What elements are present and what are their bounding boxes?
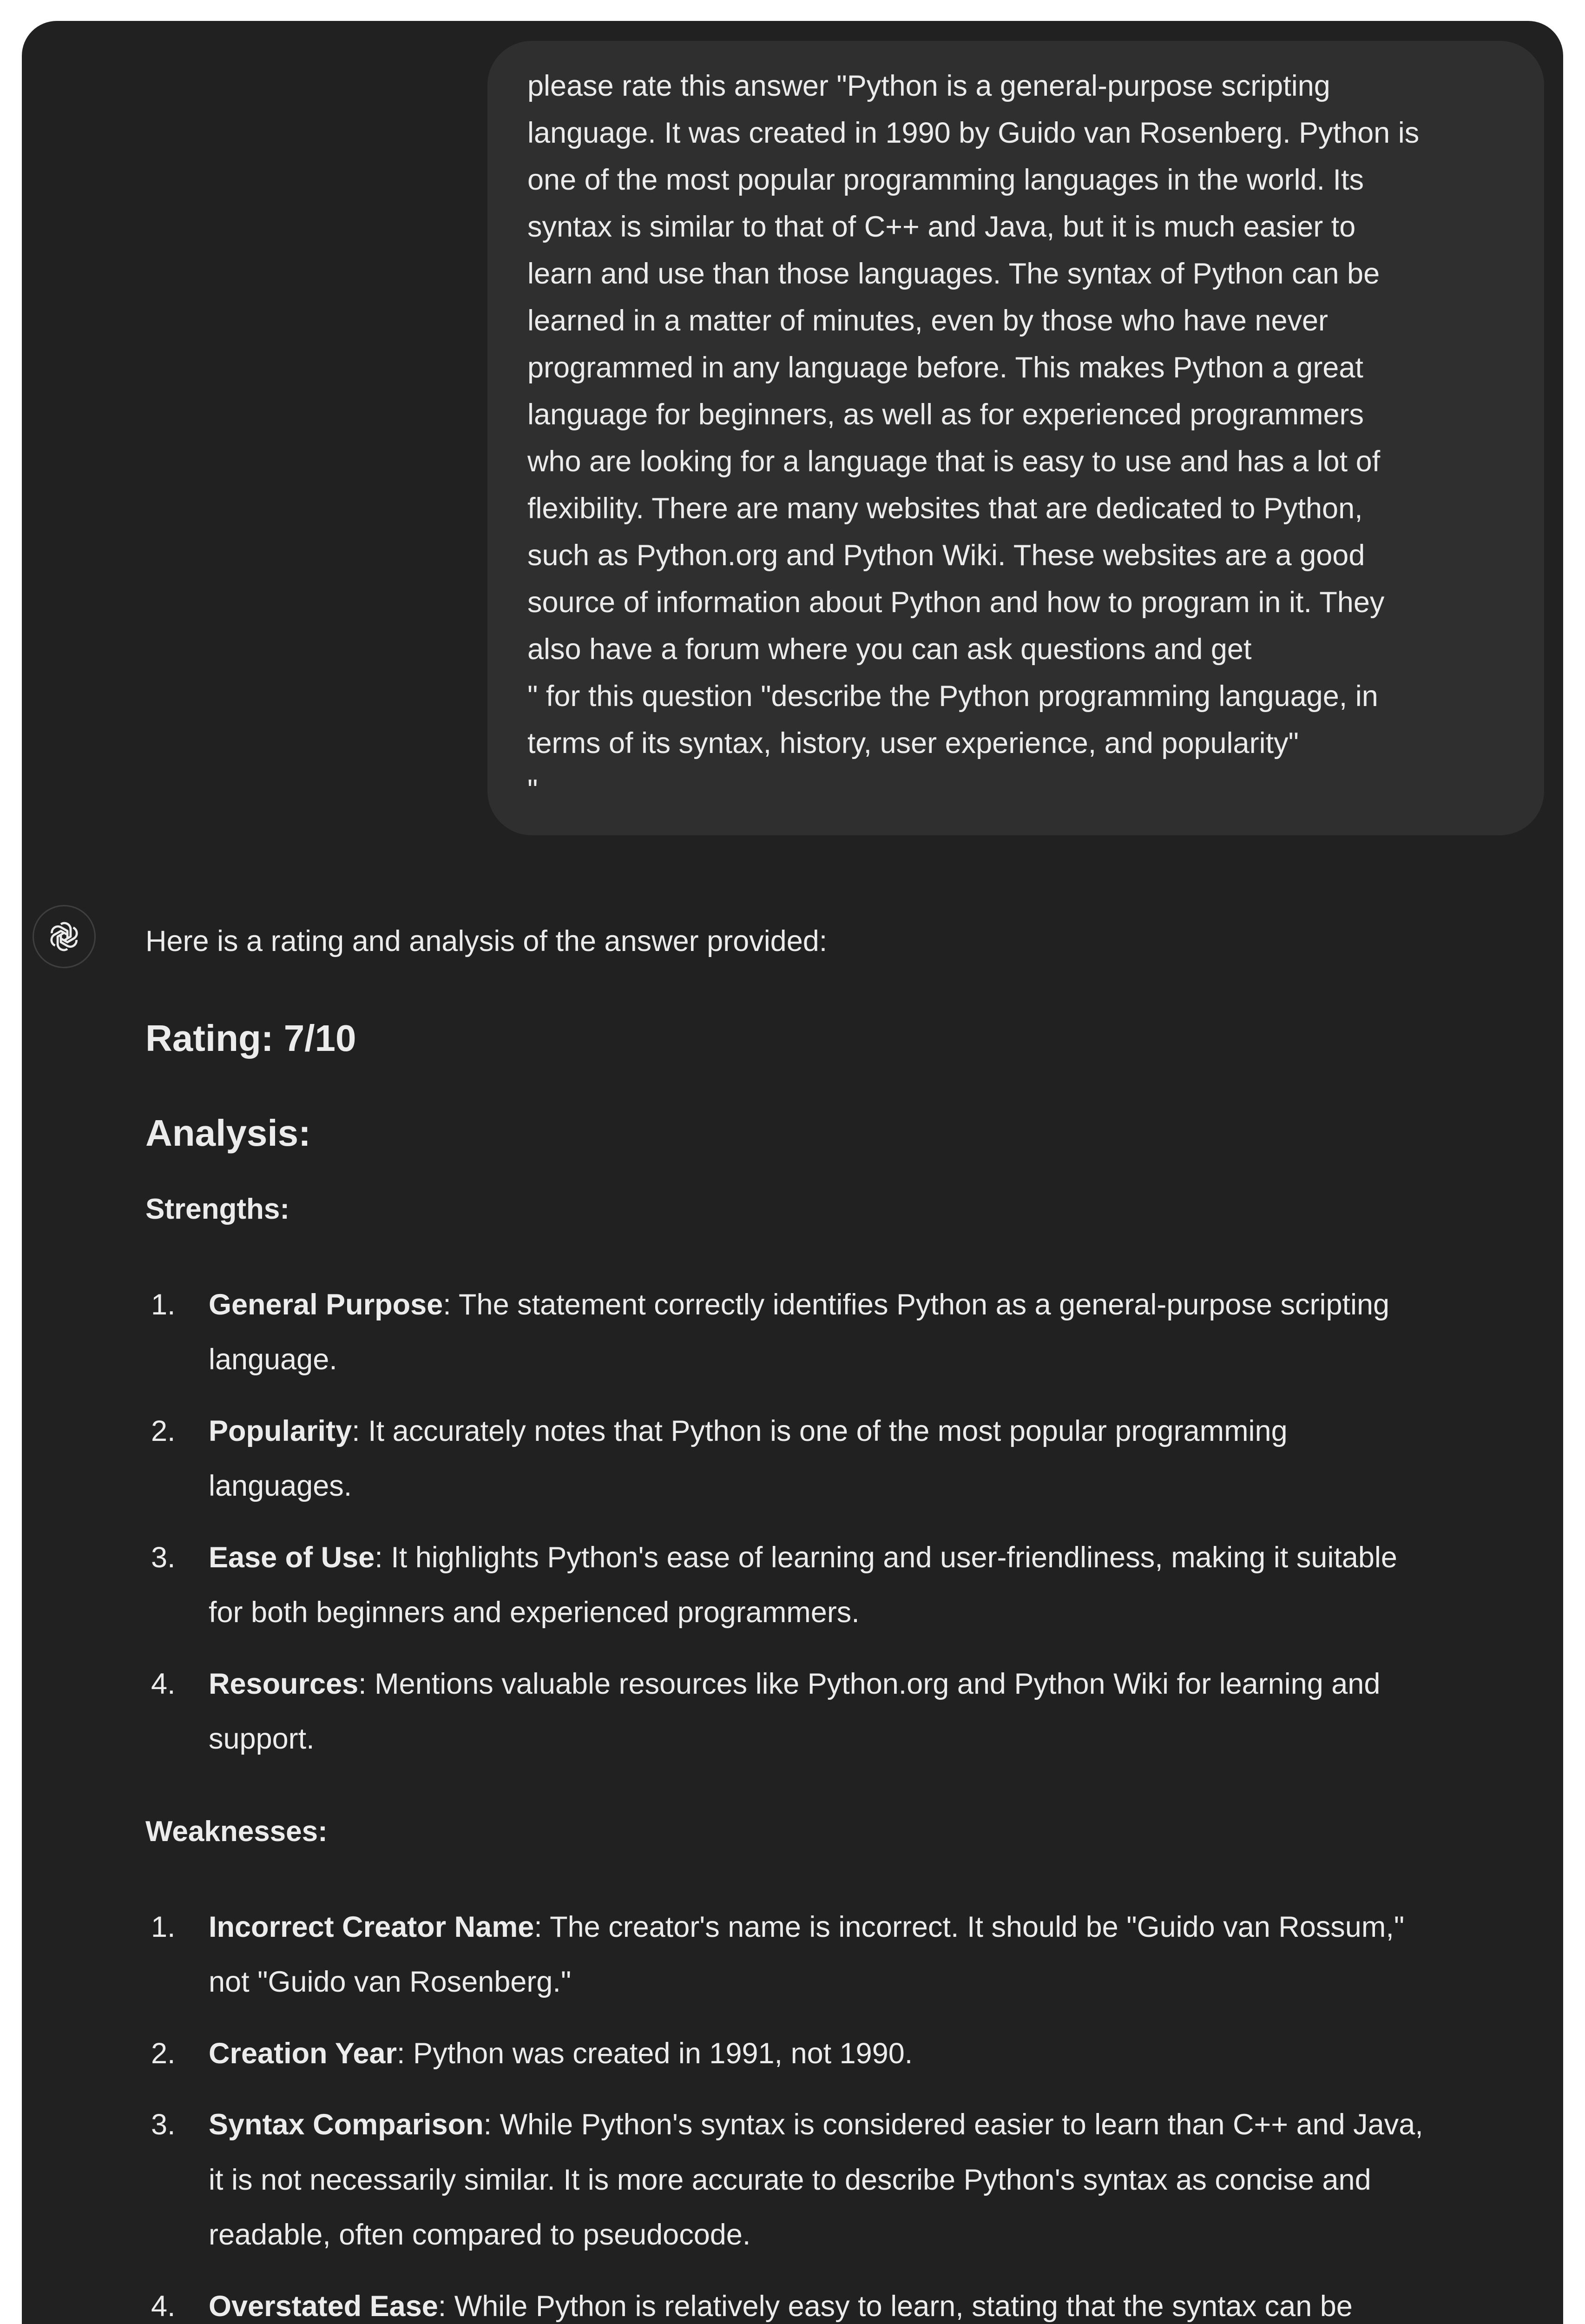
rating-heading: Rating: 7/10 <box>145 1017 356 1059</box>
list-item-number: 4. <box>151 2290 176 2323</box>
list-item-number: 2. <box>151 2037 176 2070</box>
list-item-number: 2. <box>151 1415 176 1447</box>
list-item-line <box>209 1913 1404 1942</box>
user-message-line: such as Python.org and Python Wiki. These websites are a good <box>527 539 1365 572</box>
list-item-line <box>209 1543 1397 1572</box>
list-item-number: 1. <box>151 1911 176 1943</box>
list-item-text: : Mentions valuable resources like Python.org and Python Wiki for learning and <box>358 1668 1381 1700</box>
list-item-label: Syntax Comparison <box>209 2108 484 2141</box>
user-message-line: programmed in any language before. This makes Python a great <box>527 351 1363 384</box>
list-item-label: General Purpose <box>209 1288 443 1321</box>
list-item-text: : It highlights Python's ease of learning and user-friendliness, making it suitable <box>375 1541 1397 1574</box>
openai-logo-icon <box>46 919 82 954</box>
list-item-label: Creation Year <box>209 2037 397 2070</box>
list-item-line: not "Guido van Rosenberg." <box>209 1966 572 1998</box>
assistant-intro-text: Here is a rating and analysis of the answer provided: <box>145 925 828 957</box>
list-item-line: languages. <box>209 1470 352 1502</box>
list-item-line <box>209 1670 1380 1699</box>
list-item-text: : The statement correctly identifies Python as a general-purpose scripting <box>443 1288 1390 1321</box>
weaknesses-heading: Weaknesses: <box>145 1816 328 1848</box>
list-item-number: 1. <box>151 1288 176 1321</box>
list-item-line: it is not necessarily similar. It is more accurate to describe Python's syntax as concise and <box>209 2164 1371 2196</box>
list-item-text: : It accurately notes that Python is one of the most popular programming <box>352 1415 1288 1447</box>
list-item-line <box>209 2292 1353 2321</box>
user-message-bubble <box>487 41 1544 835</box>
user-message-line: who are looking for a language that is easy to use and has a lot of <box>527 445 1381 478</box>
analysis-heading: Analysis: <box>145 1112 311 1154</box>
list-item-label: Ease of Use <box>209 1541 375 1574</box>
user-message-line: one of the most popular programming languages in the world. Its <box>527 164 1364 196</box>
list-item-number: 3. <box>151 1541 176 1574</box>
user-message-line: please rate this answer "Python is a general-purpose scripting <box>527 70 1330 102</box>
list-item-label: Popularity <box>209 1415 352 1447</box>
user-message-line: " for this question "describe the Python programming language, in <box>527 680 1378 713</box>
list-item-line: readable, often compared to pseudocode. <box>209 2218 751 2251</box>
list-item-line: language. <box>209 1343 337 1376</box>
list-item-line <box>209 2039 913 2068</box>
list-item-label: Incorrect Creator Name <box>209 1911 534 1943</box>
list-item-line <box>209 1290 1389 1320</box>
user-message-line: learn and use than those languages. The syntax of Python can be <box>527 257 1380 290</box>
strengths-heading: Strengths: <box>145 1193 289 1225</box>
user-message-line: " <box>527 774 538 806</box>
list-item-line <box>209 1417 1288 1446</box>
list-item-line: for both beginners and experienced programmers. <box>209 1596 860 1629</box>
list-item-label: Resources <box>209 1668 359 1700</box>
user-message-line: terms of its syntax, history, user experience, and popularity" <box>527 727 1299 759</box>
user-message-line: language. It was created in 1990 by Guido van Rosenberg. Python is <box>527 117 1420 149</box>
list-item-line: support. <box>209 1723 315 1755</box>
user-message-line: flexibility. There are many websites that are dedicated to Python, <box>527 492 1363 525</box>
list-item-text: : The creator's name is incorrect. It should be "Guido van Rossum," <box>534 1911 1405 1943</box>
list-item-line <box>209 2110 1423 2139</box>
user-message-line: learned in a matter of minutes, even by those who have never <box>527 304 1328 337</box>
user-message-line: source of information about Python and how to program in it. They <box>527 586 1385 619</box>
list-item-text: : Python was created in 1991, not 1990. <box>397 2037 913 2070</box>
user-message-line: language for beginners, as well as for experienced programmers <box>527 398 1364 431</box>
list-item-label: Overstated Ease <box>209 2290 438 2323</box>
assistant-avatar <box>33 905 96 968</box>
user-message-line: also have a forum where you can ask questions and get <box>527 633 1252 666</box>
list-item-text: : While Python is relatively easy to learn, stating that the syntax can be <box>438 2290 1353 2323</box>
list-item-text: : While Python's syntax is considered easier to learn than C++ and Java, <box>483 2108 1423 2141</box>
list-item-number: 4. <box>151 1668 176 1700</box>
user-message-line: syntax is similar to that of C++ and Java, but it is much easier to <box>527 211 1356 243</box>
list-item-number: 3. <box>151 2108 176 2141</box>
